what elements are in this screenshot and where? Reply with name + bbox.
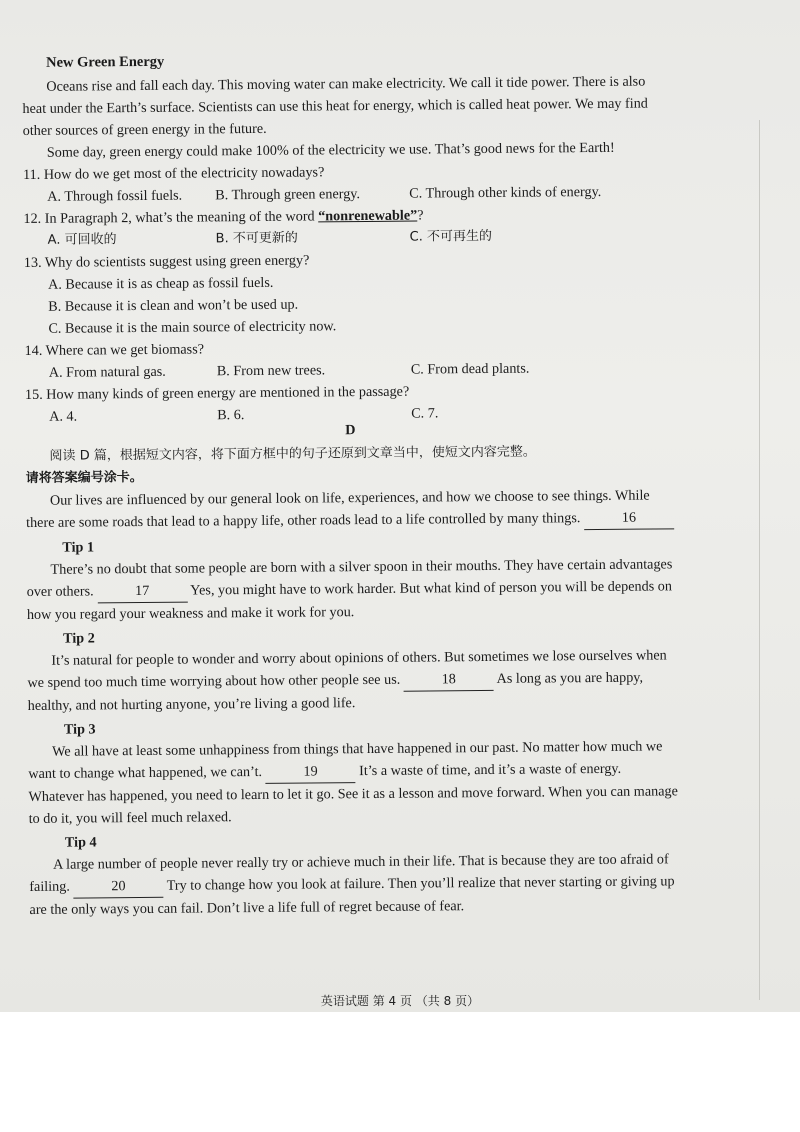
option-b: B. 不可更新的 [215, 230, 298, 247]
tip-text: As long as you are happy, healthy, and not hurting anyone, you’re living a good life. [27, 669, 644, 714]
question-13 [24, 246, 675, 340]
section-label: D [345, 422, 356, 439]
tip-2-heading: Tip 2 [63, 630, 95, 647]
option-b: B. Because it is clean and won’t be used up. [48, 296, 299, 315]
intro-text: Our lives are influenced by our general look on life, experiences, and how we choose to see things. While there are some roads that lead to a happy life, other roads lead to a life controlled by many things. [26, 487, 650, 531]
tip-4-paragraph [29, 848, 680, 921]
option-a: A. Because it is as cheap as fossil fuels. [47, 274, 274, 293]
stem-text: 12. In Paragraph 2, what’s the meaning of the word [23, 208, 319, 227]
option-c: C. From dead plants. [410, 360, 530, 378]
question-stem: 14. Where can we get biomass? [24, 341, 205, 359]
stem-end: ? [417, 207, 424, 224]
tip-text: It’s a waste of time, and it’s a waste of energy. Whatever has happened, you need to learn to let it go. See it as a lesson and move forward. When you can manage to do it, you will feel much relaxed. [28, 760, 678, 827]
section-instruction: 阅读 D 篇，根据短文内容，将下面方框中的句子还原到文章当中，使短文内容完整。 [49, 444, 536, 464]
question-14 [25, 334, 675, 384]
option-b: B. 6. [217, 407, 245, 424]
page-fold-line [759, 120, 760, 1000]
answer-blank-17: 17 [97, 580, 187, 604]
option-c: C. Through other kinds of energy. [409, 183, 602, 202]
passage-title: New Green Energy [46, 53, 165, 71]
tip-4-heading: Tip 4 [64, 834, 97, 851]
option-a: A. Through fossil fuels. [47, 187, 183, 205]
passage-paragraph-2: Some day, green energy could make 100% of the electricity we use. That’s good news for the Earth! [46, 139, 615, 161]
question-12 [23, 202, 673, 252]
tip-3-paragraph [28, 735, 679, 830]
option-b: B. From new trees. [216, 362, 326, 380]
answer-blank-19: 19 [265, 760, 355, 784]
exam-content [22, 46, 680, 921]
page-footer: 英语试题 第 4 页 （共 8 页） [320, 994, 480, 1008]
option-c: C. 不可再生的 [409, 228, 493, 245]
tip-1-heading: Tip 1 [62, 539, 95, 556]
tip-text: Yes, you might have to work harder. But what kind of person you will be depends on how you regard your weakness and make it work for you. [26, 578, 672, 623]
answer-blank-18: 18 [404, 668, 494, 692]
intro-paragraph [26, 484, 676, 535]
tip-text: We all have at least some unhappiness from things that have happened in our past. No matter how much we want to change what happened, we can’t. [28, 738, 663, 782]
tip-3-heading: Tip 3 [63, 721, 96, 738]
passage-paragraph-1: Oceans rise and fall each day. This moving water can make electricity. We call it tide power. There is also heat under the Earth’s surface. Scientists can use this heat for energy, which is called heat power. We may find other sources of green energy in the future. [22, 73, 648, 139]
question-stem: 13. Why do scientists suggest using green energy? [23, 252, 310, 271]
answer-blank-16: 16 [584, 506, 674, 530]
tip-text: A large number of people never really try or achieve much in their life. That is because they are too afraid of failing. [29, 851, 669, 895]
option-a: A. 4. [49, 408, 78, 425]
option-a: A. 可回收的 [47, 232, 117, 248]
tip-text: It’s natural for people to wonder and worry about opinions of others. But sometimes we lose ourselves when we spend too much time worrying about how other people see us. [27, 647, 667, 691]
option-c: C. 7. [411, 405, 439, 422]
tip-text: There’s no doubt that some people are born with a silver spoon in their mouths. They have certain advantages over others. [26, 556, 673, 600]
target-word: “nonrenewable” [318, 207, 418, 225]
section-instruction-answer: 请将答案编号涂卡。 [25, 469, 143, 486]
option-c: C. Because it is the main source of electricity now. [48, 318, 337, 337]
question-stem: 15. How many kinds of green energy are mentioned in the passage? [24, 383, 410, 403]
tip-2-paragraph [27, 644, 678, 717]
question-11 [23, 158, 673, 208]
option-b: B. Through green energy. [215, 186, 361, 204]
tip-1-paragraph [26, 553, 677, 626]
question-stem: 11. How do we get most of the electricity nowadays? [23, 164, 325, 183]
tip-text: Try to change how you look at failure. Then you’ll realize that never starting or giving up are the only ways you can fail. Don’t live a life full of regret because of fear. [29, 873, 675, 918]
answer-blank-20: 20 [73, 875, 163, 899]
option-a: A. From natural gas. [48, 363, 166, 381]
